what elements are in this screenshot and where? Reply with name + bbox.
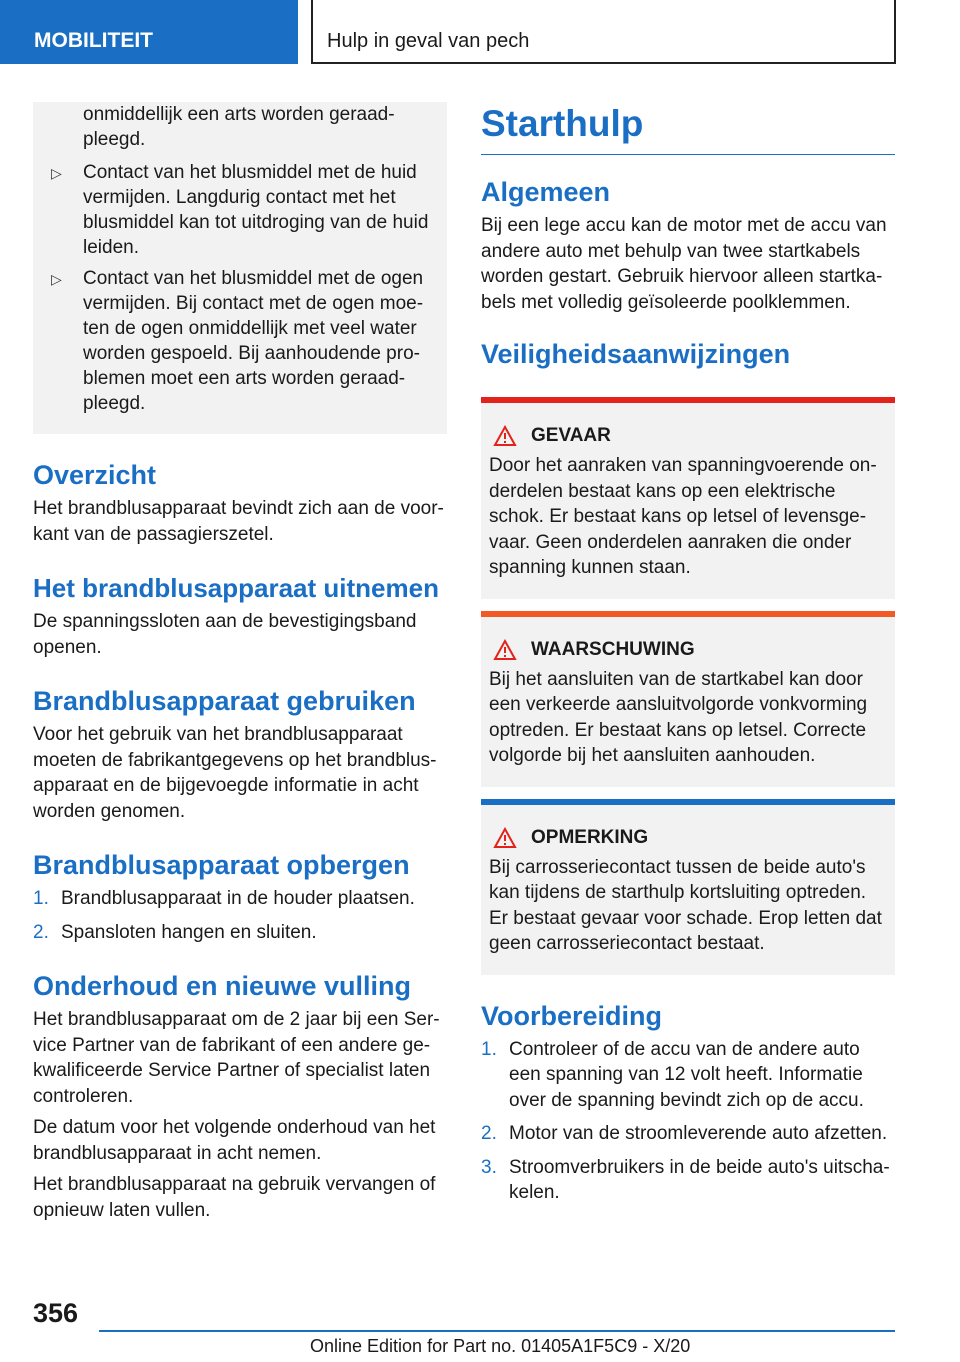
onderhoud-text-3: Het brandblusapparaat na gebruik vervangen of opnieuw laten vullen. [33,1174,436,1221]
heading-overzicht: Overzicht [33,460,157,490]
list-item: onmiddellijk een arts worden geraad-pleegd. [83,104,395,150]
heading-starthulp: Starthulp [481,100,895,155]
bullet-triangle-icon: ▷ [51,165,62,181]
heading-opbergen: Brandblusapparaat opbergen [33,850,410,880]
list-item: ▷ Contact van het blusmiddel met de ogen vermijden. Bij contact met de ogen moe-ten de ogen onmiddellijk met veel water worden gespoeld. Bij aanhoudende pro-blemen moet een arts worden geraad-pleegd. [51,268,424,414]
edition-text: Online Edition for Part no. 01405A1F5C9 - X/20 [310,1336,691,1356]
danger-box [481,397,895,599]
heading-veiligheid: Veiligheidsaanwijzingen [481,339,791,369]
warning-triangle-icon [493,827,517,849]
warning-triangle-icon [493,425,517,447]
left-column [33,102,447,1229]
heading-uitnemen: Het brandblusapparaat uitnemen [33,573,439,603]
safety-box [33,102,447,434]
algemeen-text: Bij een lege accu kan de motor met de accu van andere auto met behulp van twee startkabels worden gestart. Gebruik hiervoor alleen startka-bels met volledig geïsoleerde poolklemmen. [481,215,887,313]
notice-box [481,799,895,975]
warning-text: Door het aanraken van spanningvoerende on-derdelen bestaat kans op een elektrische schok. Er bestaat kans op letsel of levensge-vaar. Geen onderdelen aanraken die onder spanning kunnen staan. [489,455,877,578]
heading-algemeen: Algemeen [481,177,611,207]
footer-divider [99,1330,895,1332]
heading-gebruiken: Brandblusapparaat gebruiken [33,686,416,716]
list-item: 2. Motor van de stroomleverende auto afzetten. [481,1123,888,1144]
warning-title: WAARSCHUWING [489,639,887,661]
gebruiken-text: Voor het gebruik van het brandblusapparaat moeten de fabrikantgegevens op het brandblus-apparaat en de bijgevoegde informatie in acht worden genomen. [33,724,437,822]
bullet-triangle-icon: ▷ [51,271,62,287]
warning-box [481,611,895,787]
uitnemen-text: De spanningssloten aan de bevestigingsband openen. [33,611,417,658]
right-column [481,100,895,1214]
heading-voorbereiding: Voorbereiding [481,1000,663,1031]
list-item: 3. Stroomverbruikers in de beide auto's uitscha-kelen. [481,1156,890,1203]
warning-triangle-icon [493,639,517,661]
onderhoud-text-2: De datum voor het volgende onderhoud van het brandblusapparaat in acht nemen. [33,1117,436,1164]
list-item: 1. Controleer of de accu van de andere auto een spanning van 12 volt heeft. Informatie over de spanning bevindt zich op de accu. [481,1038,864,1111]
section-tab: MOBILITEIT [0,0,298,64]
page-number: 356 [33,1298,79,1328]
heading-onderhoud: Onderhoud en nieuwe vulling [33,971,412,1001]
onderhoud-text-1: Het brandblusapparaat om de 2 jaar bij een Ser-vice Partner van de fabrikant of een andere ge-kwalificeerde Service Partner of specialist laten controleren. [33,1009,440,1107]
warning-title: OPMERKING [489,827,887,849]
warning-title: GEVAAR [489,425,887,447]
chapter-title: Hulp in geval van pech [311,0,896,64]
warning-text: Bij carrosseriecontact tussen de beide auto's kan tijdens de starthulp kortsluiting optreden. Er bestaat gevaar voor schade. Erop letten dat geen carrosseriecontact bestaat. [489,856,882,954]
list-item: ▷ Contact van het blusmiddel met de huid vermijden. Langdurig contact met het blusmiddel kan tot uitdroging van de huid leiden. [51,162,429,258]
list-item: 2. Spansloten hangen en sluiten. [33,921,317,943]
warning-text: Bij het aansluiten van de startkabel kan door een verkeerde aansluitvolgorde vonkvorming optreden. Er bestaat kans op letsel. Correcte volgorde bij het aansluiten aanhouden. [489,668,868,766]
overzicht-text: Het brandblusapparaat bevindt zich aan de voor-kant van de passagierszetel. [33,498,444,545]
list-item: 1. Brandblusapparaat in de houder plaatsen. [33,888,415,909]
